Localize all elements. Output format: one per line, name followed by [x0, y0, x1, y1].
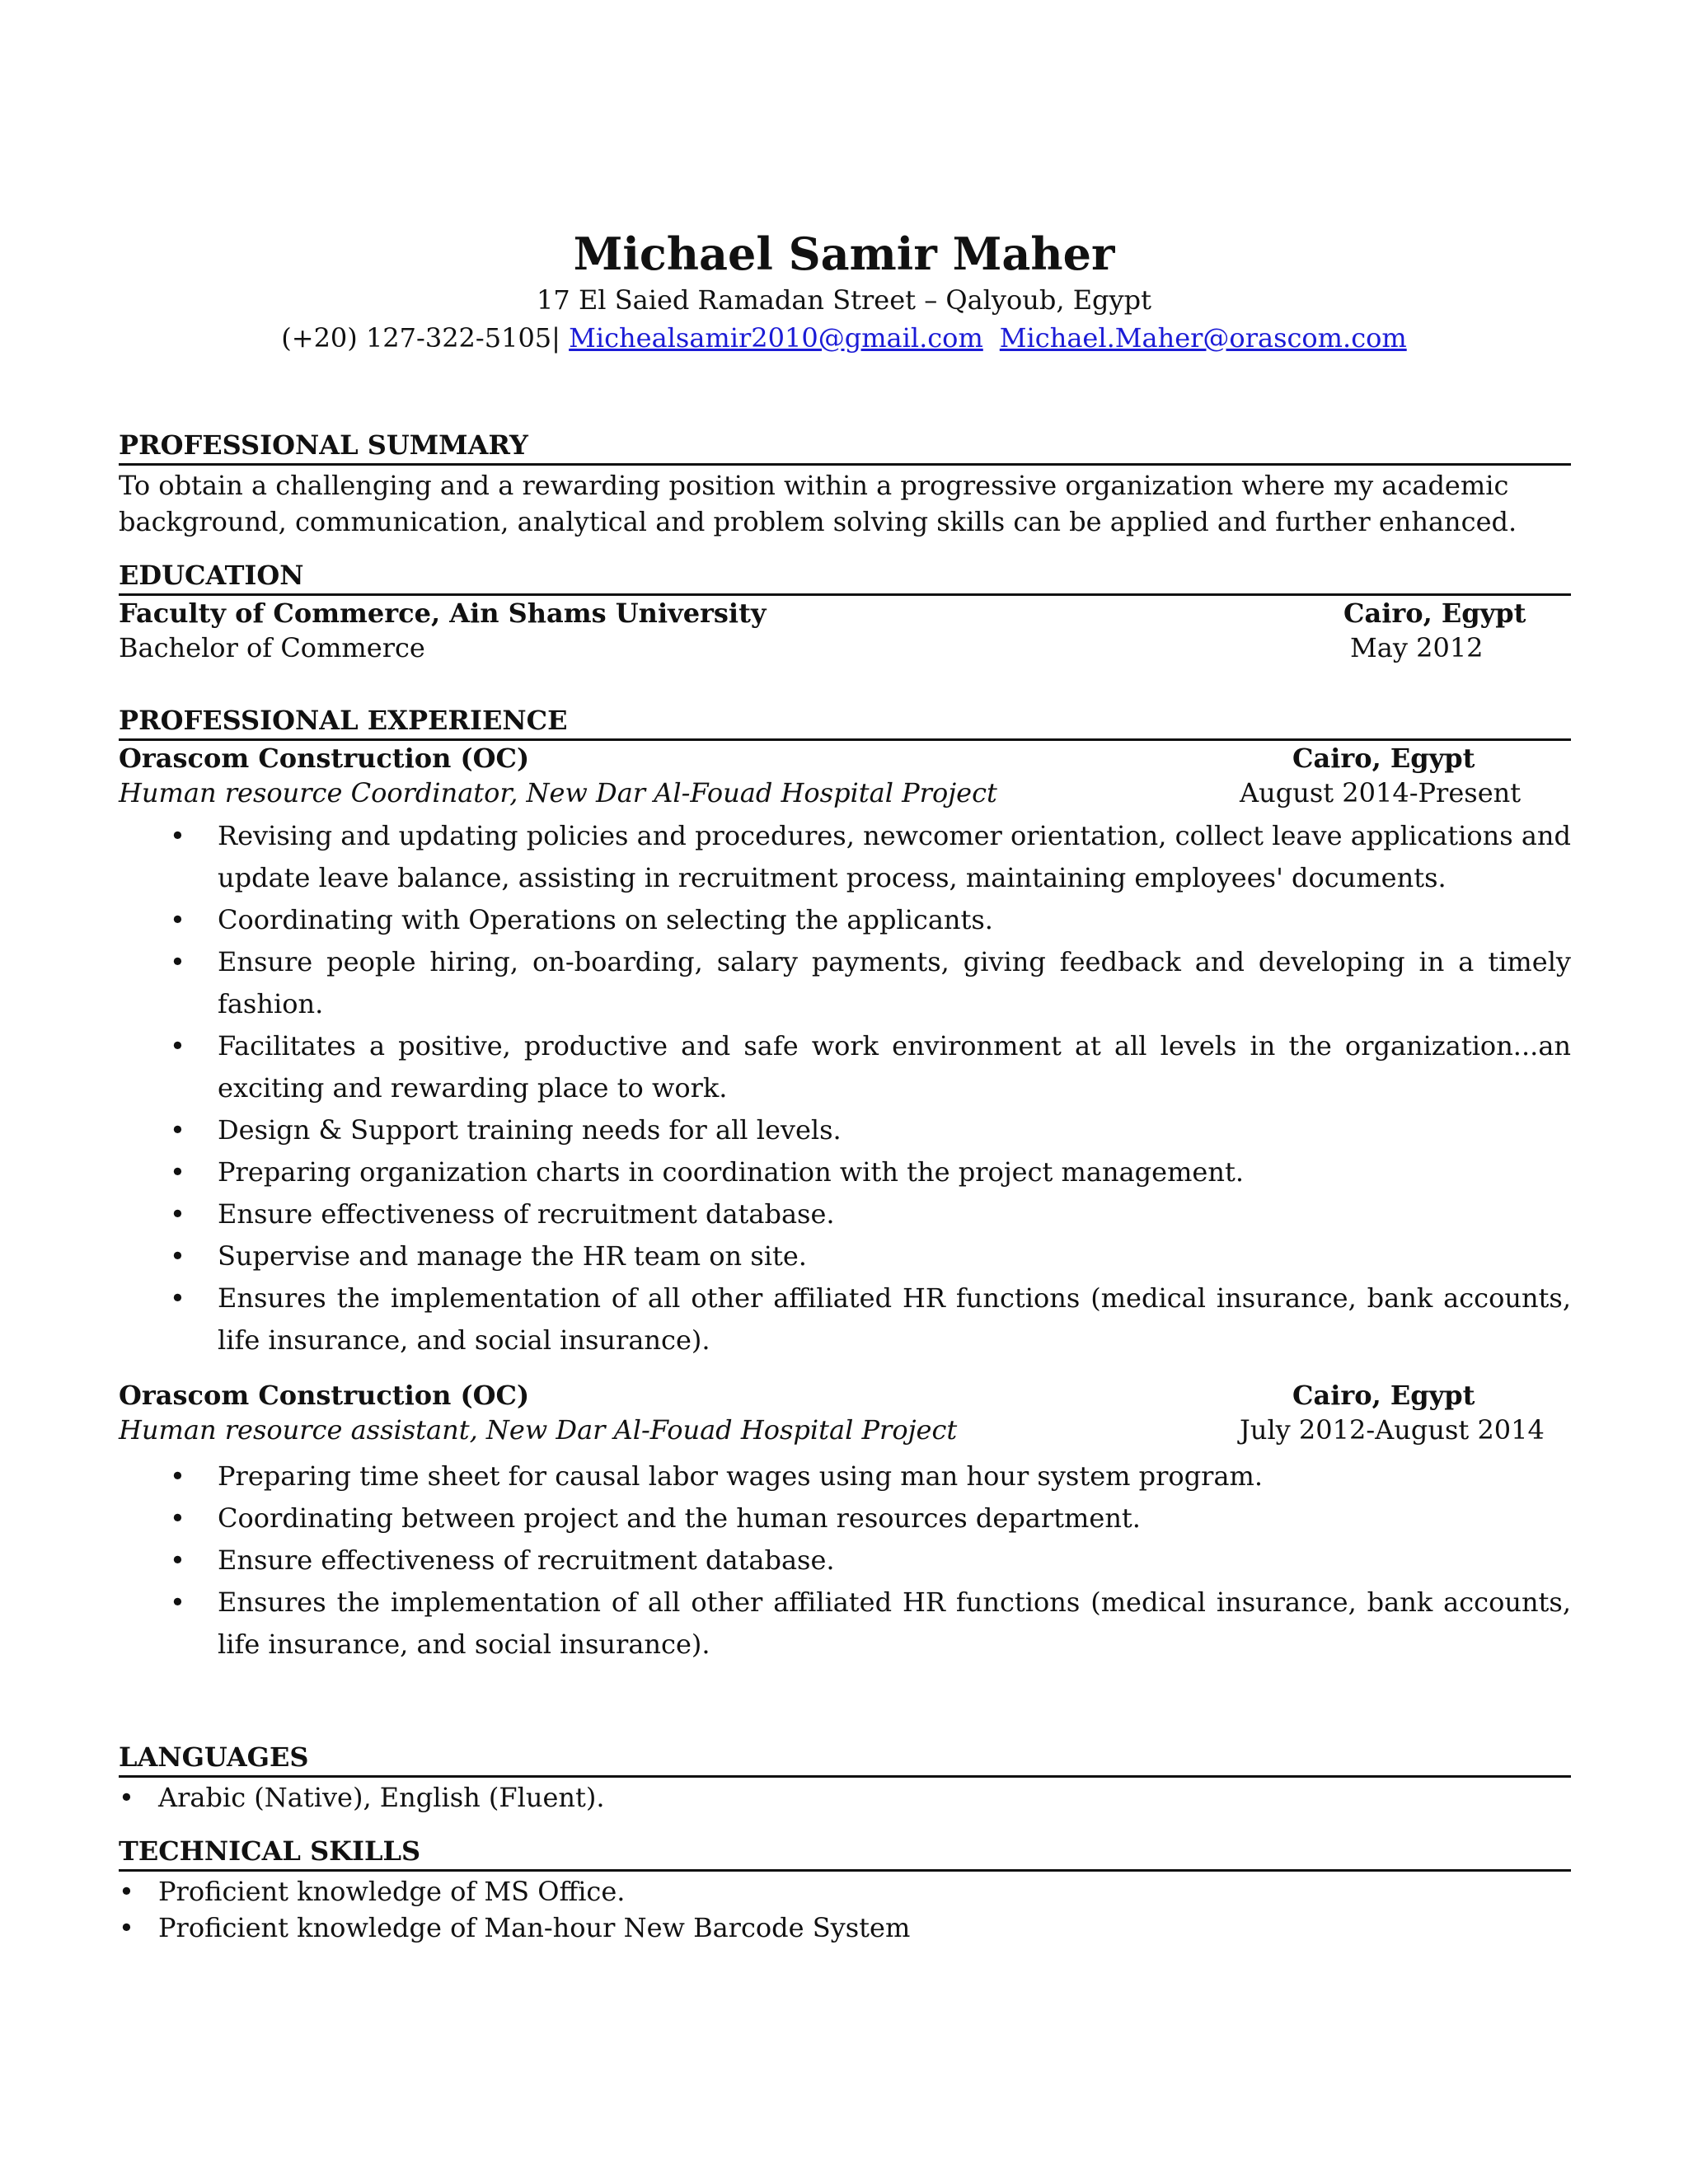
list-item: • Coordinating with Operations on selecting the applicants.: [119, 899, 1571, 941]
bullet-icon: •: [170, 904, 185, 935]
skills-section: [119, 1835, 1571, 1946]
list-item: • Ensure people hiring, on-boarding, salary payments, giving feedback and developing in a timely fashion.: [119, 941, 1571, 1025]
list-item: • Arabic (Native), English (Fluent).: [119, 1779, 1571, 1816]
job-title: Human resource assistant, New Dar Al-Fouad Hospital Project: [119, 1414, 958, 1446]
job-entry: [119, 741, 1571, 1361]
degree-date: May 2012: [1350, 632, 1484, 663]
email-link-personal[interactable]: Michealsamir2010@gmail.com: [569, 322, 983, 354]
job-title: Human resource Coordinator, New Dar Al-Fouad Hospital Project: [119, 777, 997, 808]
education-row-school: [119, 596, 1571, 630]
list-item: • Preparing organization charts in coordination with the project management.: [119, 1151, 1571, 1193]
bullet-icon: •: [170, 1198, 185, 1230]
list-item: • Design & Support training needs for all levels.: [119, 1109, 1571, 1151]
bullet-icon: •: [170, 1114, 185, 1146]
summary-section: [119, 429, 1571, 540]
job-dates: August 2014-Present: [1240, 777, 1522, 808]
job-location: Cairo, Egypt: [1292, 743, 1475, 774]
list-item: • Preparing time sheet for causal labor wages using man hour system program.: [119, 1455, 1571, 1497]
bullet-icon: •: [170, 1460, 185, 1492]
bullet-icon: •: [119, 1912, 134, 1943]
languages-list: [119, 1779, 1571, 1816]
list-item: • Ensures the implementation of all other affiliated HR functions (medical insurance, bank accounts, life insurance, and social insurance).: [119, 1582, 1571, 1666]
bullet-icon: •: [170, 1156, 185, 1188]
degree-name: Bachelor of Commerce: [119, 632, 425, 663]
school-location: Cairo, Egypt: [1343, 598, 1526, 629]
contact-line: [0, 320, 1688, 356]
bullet-icon: •: [170, 1282, 185, 1314]
candidate-address: 17 El Saied Ramadan Street – Qalyoub, Egypt: [537, 284, 1151, 316]
bullet-icon: •: [170, 1544, 185, 1576]
job-company-row: [119, 1378, 1571, 1413]
list-item: • Ensure effectiveness of recruitment database.: [119, 1193, 1571, 1235]
email-link-work[interactable]: Michael.Maher@orascom.com: [999, 322, 1407, 354]
phone-number: (+20) 127-322-5105|: [281, 322, 560, 354]
job-entry: [119, 1378, 1571, 1666]
experience-section: [119, 704, 1571, 1361]
bullet-icon: •: [170, 820, 185, 851]
education-section: [119, 559, 1571, 665]
education-heading: EDUCATION: [119, 559, 1571, 596]
list-item: • Revising and updating policies and procedures, newcomer orientation, collect leave applications and update leave balance, assisting in recruitment process, maintaining employees' documents.: [119, 815, 1571, 899]
bullet-icon: •: [170, 946, 185, 977]
skills-list: [119, 1873, 1571, 1946]
list-item: • Proficient knowledge of Man-hour New Barcode System: [119, 1910, 1571, 1946]
school-name: Faculty of Commerce, Ain Shams University: [119, 598, 767, 629]
languages-heading: LANGUAGES: [119, 1741, 1571, 1778]
bullet-icon: •: [170, 1502, 185, 1534]
summary-line-1: To obtain a challenging and a rewarding position within a progressive organization where my academic: [119, 470, 1509, 501]
languages-section: [119, 1741, 1571, 1816]
job-company-row: [119, 741, 1571, 776]
job-company: Orascom Construction (OC): [119, 1380, 530, 1411]
skills-heading: TECHNICAL SKILLS: [119, 1835, 1571, 1872]
list-item: • Coordinating between project and the human resources department.: [119, 1497, 1571, 1540]
bullet-icon: •: [119, 1876, 134, 1907]
education-row-degree: [119, 630, 1571, 665]
job-duties-list: [119, 1455, 1571, 1666]
list-item: • Proficient knowledge of MS Office.: [119, 1873, 1571, 1910]
list-item: • Ensures the implementation of all other affiliated HR functions (medical insurance, bank accounts, life insurance, and social insurance).: [119, 1277, 1571, 1361]
bullet-icon: •: [119, 1782, 134, 1813]
job-title-row: [119, 1413, 1571, 1447]
job-location: Cairo, Egypt: [1292, 1380, 1475, 1411]
job-duties-list: [119, 815, 1571, 1361]
list-item: • Facilitates a positive, productive and safe work environment at all levels in the organization...an exciting and rewarding place to work.: [119, 1025, 1571, 1109]
list-item: • Ensure effectiveness of recruitment database.: [119, 1540, 1571, 1582]
list-item: • Supervise and manage the HR team on site.: [119, 1235, 1571, 1277]
bullet-icon: •: [170, 1240, 185, 1272]
job-title-row: [119, 776, 1571, 810]
summary-line-2: background, communication, analytical and problem solving skills can be applied and further enhanced.: [119, 506, 1517, 537]
bullet-icon: •: [170, 1586, 185, 1618]
job-company: Orascom Construction (OC): [119, 743, 530, 774]
candidate-name: Michael Samir Maher: [573, 227, 1115, 280]
summary-heading: PROFESSIONAL SUMMARY: [119, 429, 1571, 466]
experience-heading: PROFESSIONAL EXPERIENCE: [119, 704, 1571, 741]
bullet-icon: •: [170, 1030, 185, 1062]
job-dates: July 2012-August 2014: [1240, 1414, 1545, 1446]
